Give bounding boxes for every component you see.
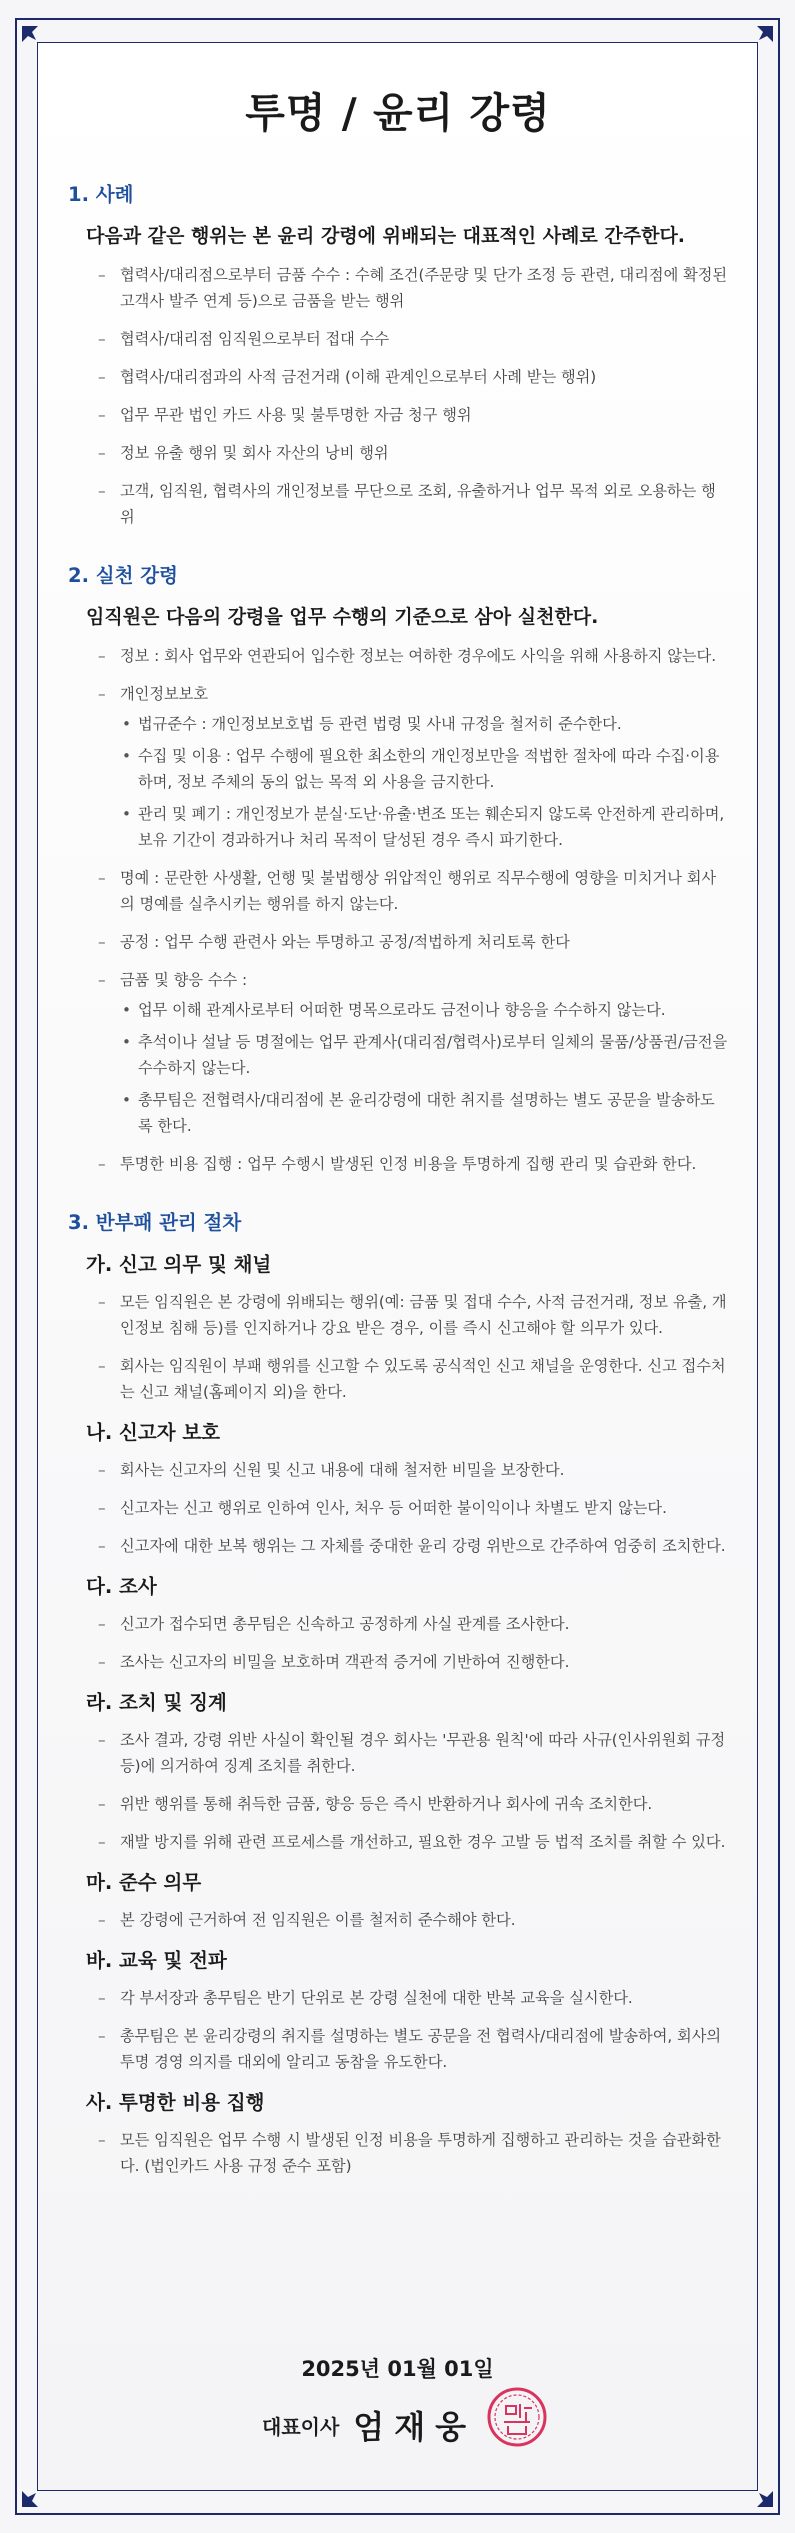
subsection-expenses [68,2087,728,2179]
company-seal-icon [486,2386,548,2448]
list-item: – 재발 방지를 위해 관련 프로세스를 개선하고, 필요한 경우 고발 등 법적 조치를 취할 수 있다. [98,1829,728,1855]
corner-ornament-icon [22,26,50,54]
list-item: – 본 강령에 근거하여 전 임직원은 이를 철저히 준수해야 한다. [98,1907,728,1933]
subsection-education [68,1945,728,2075]
subsection-reporting [68,1249,728,1405]
subsection-title: 다. 조사 [86,1575,157,1598]
section-lead: 임직원은 다음의 강령을 업무 수행의 기준으로 삼아 실천한다. [86,606,599,628]
list-item: – 금품 및 향응 수수 : • 업무 이해 관계사로부터 어떠한 명목으로라도 금전이나 향응을 수수하지 않는다. • 추석이나 설날 등 명절에는 업무 관계사(대리점/협력사)로부터 일체의 물품/상품권/금전을 수수하지 않는다. • 총무팀은 전협력사/대리점에 본 윤리강령에 대한 취지를 설명하는 별도 공문을 발송하도록 한다. [98,967,728,1139]
list-item: – 총무팀은 본 윤리강령의 취지를 설명하는 별도 공문을 전 협력사/대리점에 발송하여, 회사의 투명 경영 의지를 대외에 알리고 동참을 유도한다. [98,2023,728,2075]
subsection-list [98,1985,728,2075]
subsection-list [98,1907,728,1933]
subsection-list [98,1289,728,1405]
list-item: – 회사는 신고자의 신원 및 신고 내용에 대해 철저한 비밀을 보장한다. [98,1457,728,1483]
page-title: 투명 / 윤리 강령 [245,89,551,137]
list-item: – 협력사/대리점 임직원으로부터 접대 수수 [98,326,728,352]
subsection-list [98,2127,728,2179]
list-item: – 조사는 신고자의 비밀을 보호하며 객관적 증거에 기반하여 진행한다. [98,1649,728,1675]
list-item: – 정보 유출 행위 및 회사 자산의 낭비 행위 [98,440,728,466]
list-item: – 모든 임직원은 업무 수행 시 발생된 인정 비용을 투명하게 집행하고 관리하는 것을 습관화한다. (법인카드 사용 규정 준수 포함) [98,2127,728,2179]
list-item: – 개인정보보호 • 법규준수 : 개인정보보호법 등 관련 법령 및 사내 규정을 철저히 준수한다. • 수집 및 이용 : 업무 수행에 필요한 최소한의 개인정보만을 적법한 절차에 따라 수집·이용하며, 정보 주체의 동의 없는 목적 외 사용을 금지한다. • 관리 및 폐기 : 개인정보가 분실·도난·유출·변조 또는 훼손되지 않도록 안전하게 관리하며, 보유 기간이 경과하거나 처리 목적이 달성된 경우 즉시 파기한다. [98,681,728,853]
list-item: – 신고자는 신고 행위로 인하여 인사, 처우 등 어떠한 불이익이나 차별도 받지 않는다. [98,1495,728,1521]
subsection-discipline [68,1687,728,1855]
ceo-name: 엄재웅 [353,2408,477,2446]
section-cases [68,179,728,530]
issue-date: 2025년 01월 01일 [301,2357,494,2381]
list-item: – 협력사/대리점으로부터 금품 수수 : 수혜 조건(주문량 및 단가 조정 등 관련, 대리점에 확정된 고객사 발주 연계 등)으로 금품을 받는 행위 [98,262,728,314]
list-item: – 업무 무관 법인 카드 사용 및 불투명한 자금 청구 행위 [98,402,728,428]
section-title: 1. 사례 [68,183,134,206]
list-item: – 투명한 비용 집행 : 업무 수행시 발생된 인정 비용을 투명하게 집행 관리 및 습관화 한다. [98,1151,728,1177]
list-item: – 신고자에 대한 보복 행위는 그 자체를 중대한 윤리 강령 위반으로 간주하여 엄중히 조치한다. [98,1533,728,1559]
subsection-title: 가. 신고 의무 및 채널 [86,1253,272,1276]
subsection-compliance [68,1867,728,1933]
sub-list-item: • 법규준수 : 개인정보보호법 등 관련 법령 및 사내 규정을 철저히 준수한다. [120,711,728,737]
case-list [98,262,728,530]
section-title: 3. 반부패 관리 절차 [68,1211,242,1234]
list-item: – 정보 : 회사 업무와 연관되어 입수한 정보는 여하한 경우에도 사익을 위해 사용하지 않는다. [98,643,728,669]
subsection-list [98,1611,728,1675]
subsection-whistleblower [68,1417,728,1559]
list-item: – 조사 결과, 강령 위반 사실이 확인될 경우 회사는 '무관용 원칙'에 따라 사규(인사위원회 규정 등)에 의거하여 징계 조치를 취한다. [98,1727,728,1779]
sub-list-item: • 추석이나 설날 등 명절에는 업무 관계사(대리점/협력사)로부터 일체의 물품/상품권/금전을 수수하지 않는다. [120,1029,728,1081]
subsection-list [98,1457,728,1559]
corner-ornament-icon [745,26,773,54]
subsection-investigation [68,1571,728,1675]
subsection-title: 라. 조치 및 징계 [86,1691,227,1714]
section-title: 2. 실천 강령 [68,564,178,587]
section-practice [68,560,728,1177]
corner-ornament-icon [22,2479,50,2507]
sub-list-item: • 수집 및 이용 : 업무 수행에 필요한 최소한의 개인정보만을 적법한 절차에 따라 수집·이용하며, 정보 주체의 동의 없는 목적 외 사용을 금지한다. [120,743,728,795]
list-item: – 협력사/대리점과의 사적 금전거래 (이해 관계인으로부터 사례 받는 행위) [98,364,728,390]
sub-list [120,711,728,853]
document-body [68,80,728,2209]
sub-list-item: • 관리 및 폐기 : 개인정보가 분실·도난·유출·변조 또는 훼손되지 않도록 안전하게 관리하며, 보유 기간이 경과하거나 처리 목적이 달성된 경우 즉시 파기한다. [120,801,728,853]
sub-list-item: • 업무 이해 관계사로부터 어떠한 명목으로라도 금전이나 향응을 수수하지 않는다. [120,997,728,1023]
subsection-list [98,1727,728,1855]
subsection-title: 마. 준수 의무 [86,1871,202,1894]
section-anticorruption [68,1207,728,2179]
list-item: – 모든 임직원은 본 강령에 위배되는 행위(예: 금품 및 접대 수수, 사적 금전거래, 정보 유출, 개인정보 침해 등)를 인지하거나 강요 받은 경우, 이를 즉시 신고해야 할 의무가 있다. [98,1289,728,1341]
list-item: – 고객, 임직원, 협력사의 개인정보를 무단으로 조회, 유출하거나 업무 목적 외로 오용하는 행위 [98,478,728,530]
subsection-title: 나. 신고자 보호 [86,1421,221,1444]
list-item: – 위반 행위를 통해 취득한 금품, 향응 등은 즉시 반환하거나 회사에 귀속 조치한다. [98,1791,728,1817]
signature-block [262,2402,476,2448]
subsection-title: 사. 투명한 비용 집행 [86,2091,265,2114]
list-item: – 신고가 접수되면 총무팀은 신속하고 공정하게 사실 관계를 조사한다. [98,1611,728,1637]
sub-list-item: • 총무팀은 전협력사/대리점에 본 윤리강령에 대한 취지를 설명하는 별도 공문을 발송하도록 한다. [120,1087,728,1139]
list-item: – 회사는 임직원이 부패 행위를 신고할 수 있도록 공식적인 신고 채널을 운영한다. 신고 접수처는 신고 채널(홈페이지 외)을 한다. [98,1353,728,1405]
sub-list [120,997,728,1139]
list-item: – 공정 : 업무 수행 관련사 와는 투명하고 공정/적법하게 처리토록 한다 [98,929,728,955]
corner-ornament-icon [745,2479,773,2507]
practice-list [98,643,728,1177]
list-item: – 각 부서장과 총무팀은 반기 단위로 본 강령 실천에 대한 반복 교육을 실시한다. [98,1985,728,2011]
section-lead: 다음과 같은 행위는 본 윤리 강령에 위배되는 대표적인 사례로 간주한다. [86,225,686,247]
subsection-title: 바. 교육 및 전파 [86,1949,227,1972]
list-item: – 명예 : 문란한 사생활, 언행 및 불법행상 위압적인 행위로 직무수행에 영향을 미치거나 회사의 명예를 실추시키는 행위를 하지 않는다. [98,865,728,917]
ceo-label: 대표이사 [262,2414,340,2439]
